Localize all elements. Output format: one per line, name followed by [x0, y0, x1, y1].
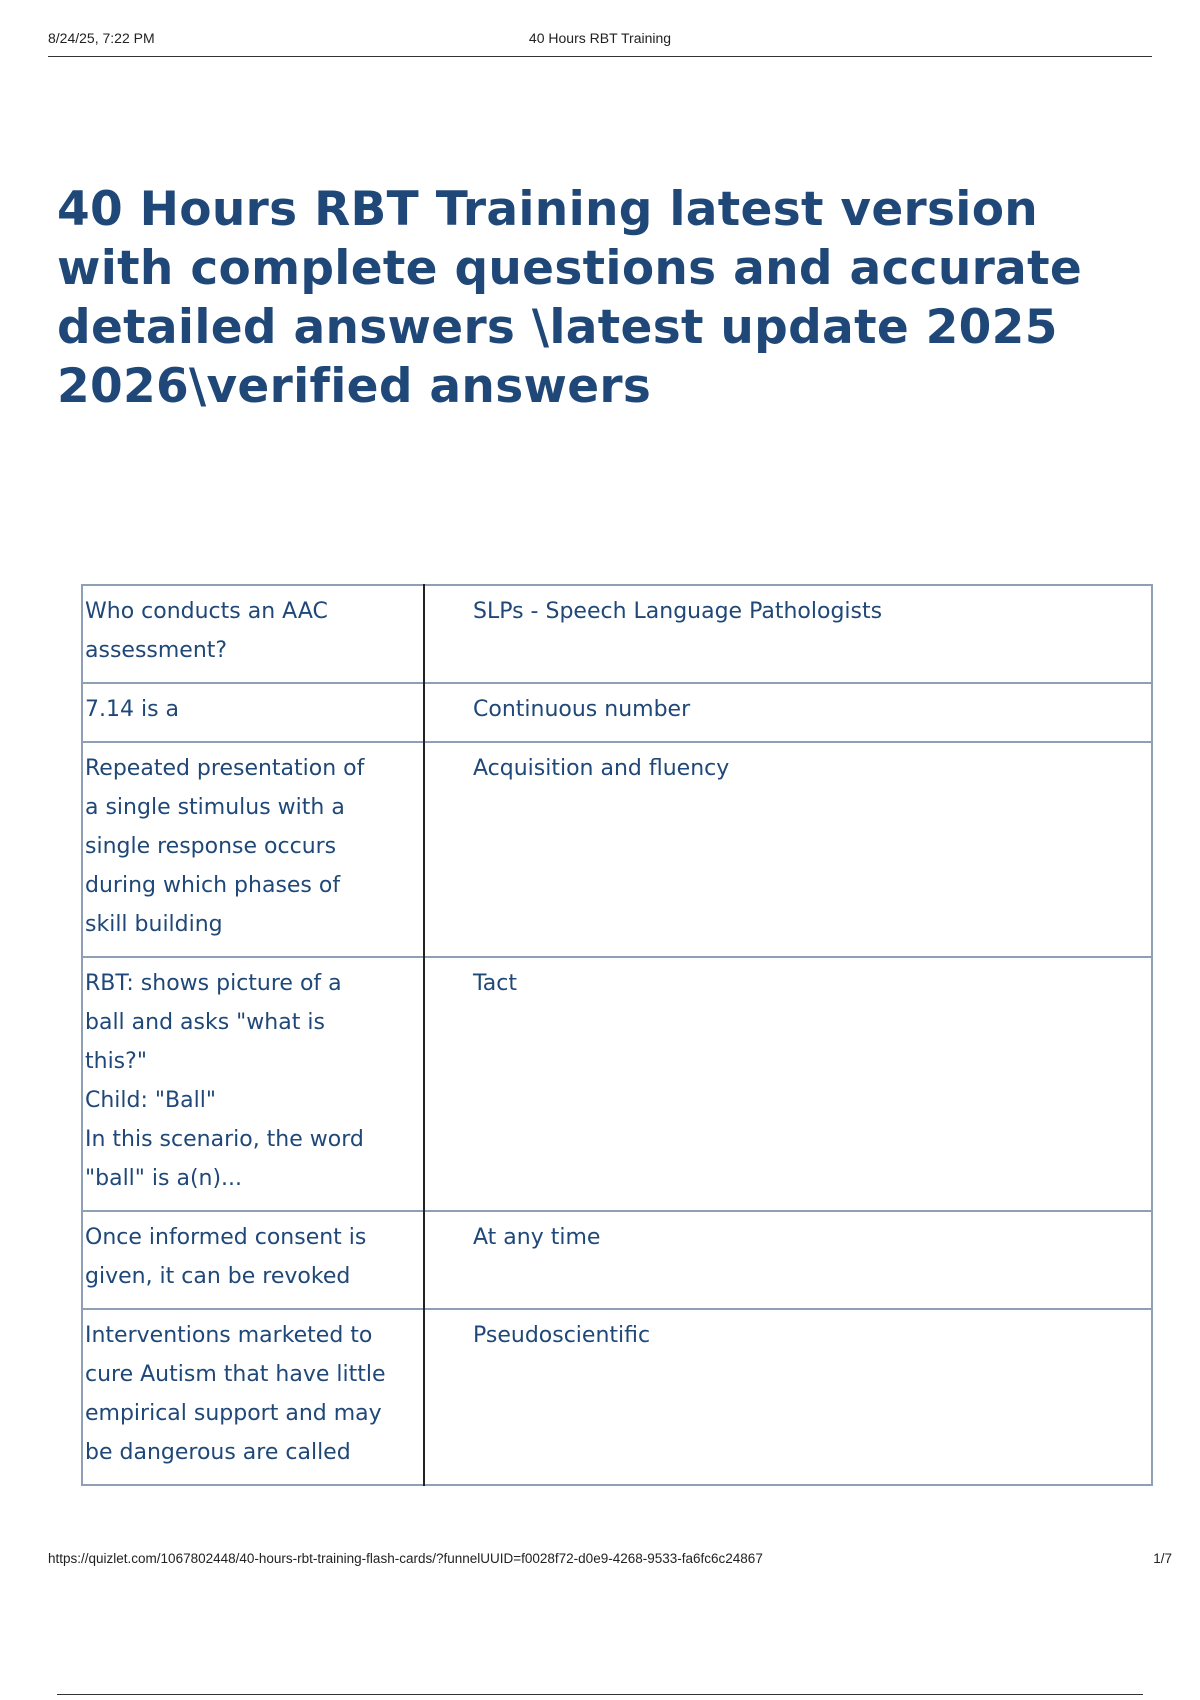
- card-definition: At any time: [473, 1225, 601, 1250]
- card-term: [82, 585, 424, 683]
- page-title: 40 Hours RBT Training latest version with complete questions and accurate detailed answers \latest update 2025 2026\verified answers: [57, 182, 1083, 414]
- table-row: [82, 683, 1152, 742]
- print-header: [48, 28, 1152, 57]
- term-line: Once informed consent is: [85, 1225, 367, 1250]
- term-line: 7.14 is a: [85, 697, 180, 722]
- term-line: Repeated presentation of: [85, 756, 365, 781]
- term-line: a single stimulus with a: [85, 795, 345, 820]
- term-line: Who conducts an AAC: [85, 599, 328, 624]
- term-line: Interventions marketed to: [85, 1323, 373, 1348]
- card-definition: SLPs - Speech Language Pathologists: [473, 599, 883, 624]
- card-term: [82, 683, 424, 742]
- card-term: [82, 1211, 424, 1309]
- table-row: [82, 585, 1152, 683]
- bottom-divider: [57, 1694, 1143, 1695]
- term-line: single response occurs: [85, 834, 337, 859]
- page-number: 1/7: [1153, 1551, 1172, 1566]
- card-term: [82, 957, 424, 1211]
- term-line: during which phases of: [85, 873, 341, 898]
- term-line: given, it can be revoked: [85, 1264, 351, 1289]
- print-url: https://quizlet.com/1067802448/40-hours-rbt-training-flash-cards/?funnelUUID=f0028f72-d0e9-4268-9533-fa6fc6c24867: [48, 1551, 763, 1566]
- table-row: [82, 1211, 1152, 1309]
- term-line: be dangerous are called: [85, 1440, 351, 1465]
- table-row: [82, 742, 1152, 957]
- card-definition: Pseudoscientific: [473, 1323, 651, 1348]
- term-line: In this scenario, the word: [85, 1127, 364, 1152]
- card-definition: Acquisition and fluency: [473, 756, 730, 781]
- term-line: assessment?: [85, 638, 228, 663]
- term-line: empirical support and may: [85, 1401, 382, 1426]
- card-term: [82, 742, 424, 957]
- term-line: "ball" is a(n)...: [85, 1166, 243, 1191]
- term-line: this?": [85, 1049, 147, 1074]
- table-row: [82, 957, 1152, 1211]
- term-line: cure Autism that have little: [85, 1362, 386, 1387]
- card-definition: Continuous number: [473, 697, 691, 722]
- term-line: RBT: shows picture of a: [85, 971, 342, 996]
- term-line: Child: "Ball": [85, 1088, 216, 1113]
- card-term: [82, 1309, 424, 1485]
- print-doc-title: 40 Hours RBT Training: [528, 30, 672, 46]
- table-row: [82, 1309, 1152, 1485]
- flashcard-table: [81, 584, 1153, 1486]
- term-line: ball and asks "what is: [85, 1010, 325, 1035]
- card-definition: Tact: [473, 971, 517, 996]
- print-date: 8/24/25, 7:22 PM: [48, 30, 155, 46]
- term-line: skill building: [85, 912, 223, 937]
